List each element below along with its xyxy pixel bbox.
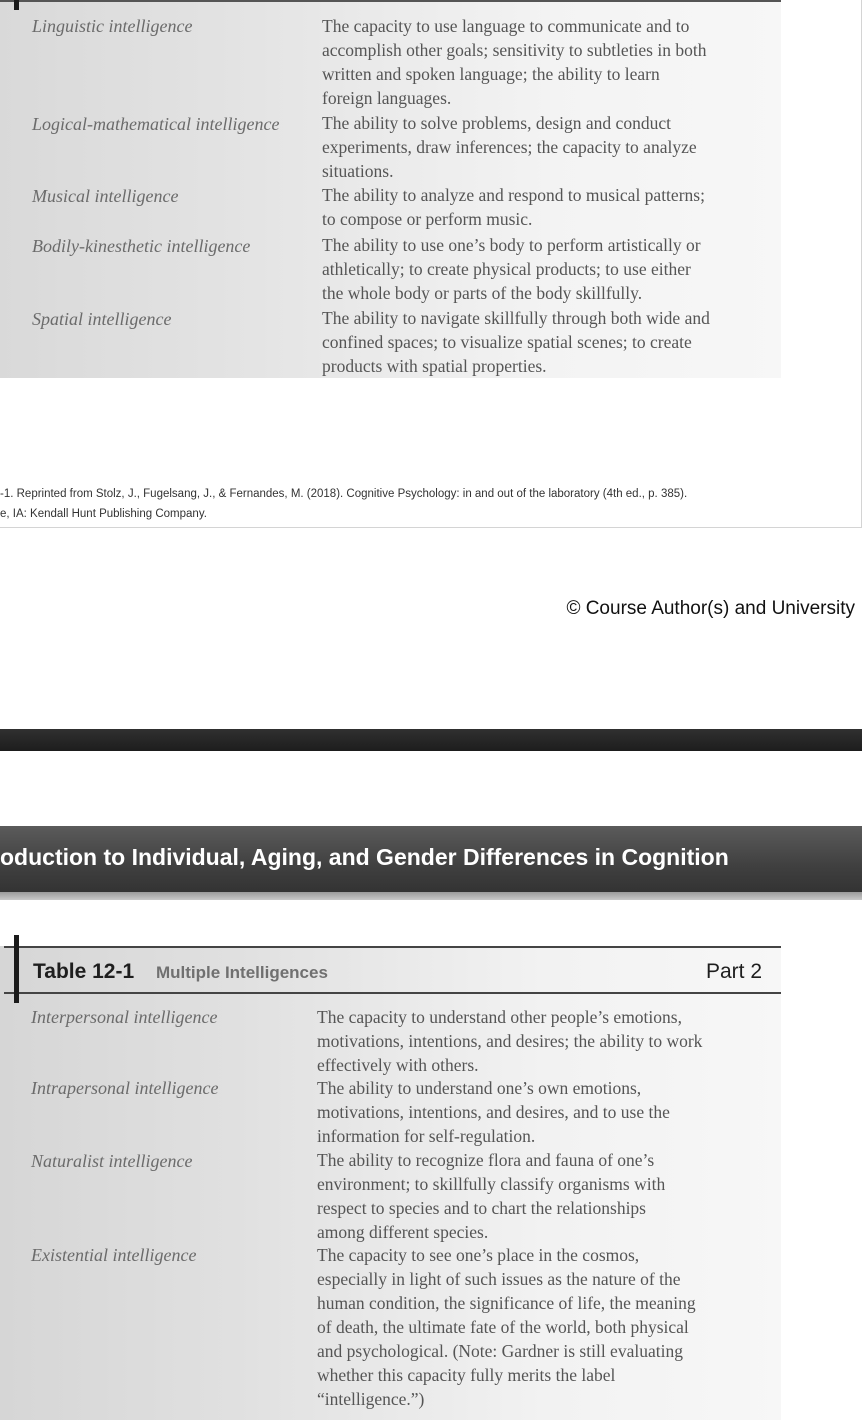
definition-spatial: The ability to navigate skillfully through both wide and confined spaces; to visualize spatial scenes; to create products with spatial properties. [322,308,710,376]
definition-linguistic: The capacity to use language to communicate and to accomplish other goals; sensitivity to subtleties in both written and spoken language; the ability to learn foreign languages. [322,16,707,108]
table-part-label: Part 2 [706,960,763,983]
table-top-rule [4,946,781,948]
term-spatial: Spatial intelligence [32,309,172,329]
definition-bodily-kinesthetic: The ability to use one’s body to perform artistically or athletically; to create physical products; to use either the whole body or parts of the body skillfully. [322,235,701,303]
definition-intrapersonal: The ability to understand one’s own emotions, motivations, intentions, and desires, and to use the information for self-regulation. [317,1078,670,1146]
term-interpersonal: Interpersonal intelligence [31,1007,218,1027]
source-caption: -1. Reprinted from Stolz, J., Fugelsang, J., & Fernandes, M. (2018). Cognitive Psychology: in and out of the laboratory (4th ed., p. 385). e, IA: Kendall Hunt Publishing Company. [0,488,688,520]
copyright-notice: © Course Author(s) and University [566,598,855,619]
slide-part-2 [0,826,862,1420]
slide-header-strip [0,892,862,900]
term-intrapersonal: Intrapersonal intelligence [31,1078,219,1098]
table-header-rule [4,992,781,994]
slide-divider [0,729,862,751]
table-accent-bar [14,935,19,1003]
table-top-rule [0,0,781,2]
definition-musical: The ability to analyze and respond to musical patterns; to compose or perform music. [322,185,705,229]
table-name: Multiple Intelligences [156,963,328,982]
term-naturalist: Naturalist intelligence [31,1151,193,1171]
term-existential: Existential intelligence [31,1245,197,1265]
term-logical-mathematical: Logical-mathematical intelligence [32,114,280,134]
table-accent-bar [14,0,19,10]
term-bodily-kinesthetic: Bodily-kinesthetic intelligence [32,236,251,256]
definition-existential: The capacity to see one’s place in the cosmos, especially in light of such issues as the nature of the human condition, the significance of life, the meaning of death, the ultimate fate of the world, both physical and psychological. (Note: Gardner is still evaluating whether this capacity fully merits the label “intelligence.”) [317,1245,696,1409]
table-number: Table 12-1 [33,960,135,983]
definition-naturalist: The ability to recognize flora and fauna of one’s environment; to skillfully classify organisms with respect to species and to chart the relationships among different species. [317,1150,666,1242]
term-linguistic: Linguistic intelligence [32,16,193,36]
definition-logical-mathematical: The ability to solve problems, design and conduct experiments, draw inferences; the capacity to analyze situations. [322,113,697,181]
definition-interpersonal: The capacity to understand other people’s emotions, motivations, intentions, and desires; the ability to work effectively with others. [317,1007,703,1075]
term-musical: Musical intelligence [32,186,179,206]
slide-part-1 [0,0,862,528]
slide-title: oduction to Individual, Aging, and Gender Differences in Cognition [0,844,729,870]
